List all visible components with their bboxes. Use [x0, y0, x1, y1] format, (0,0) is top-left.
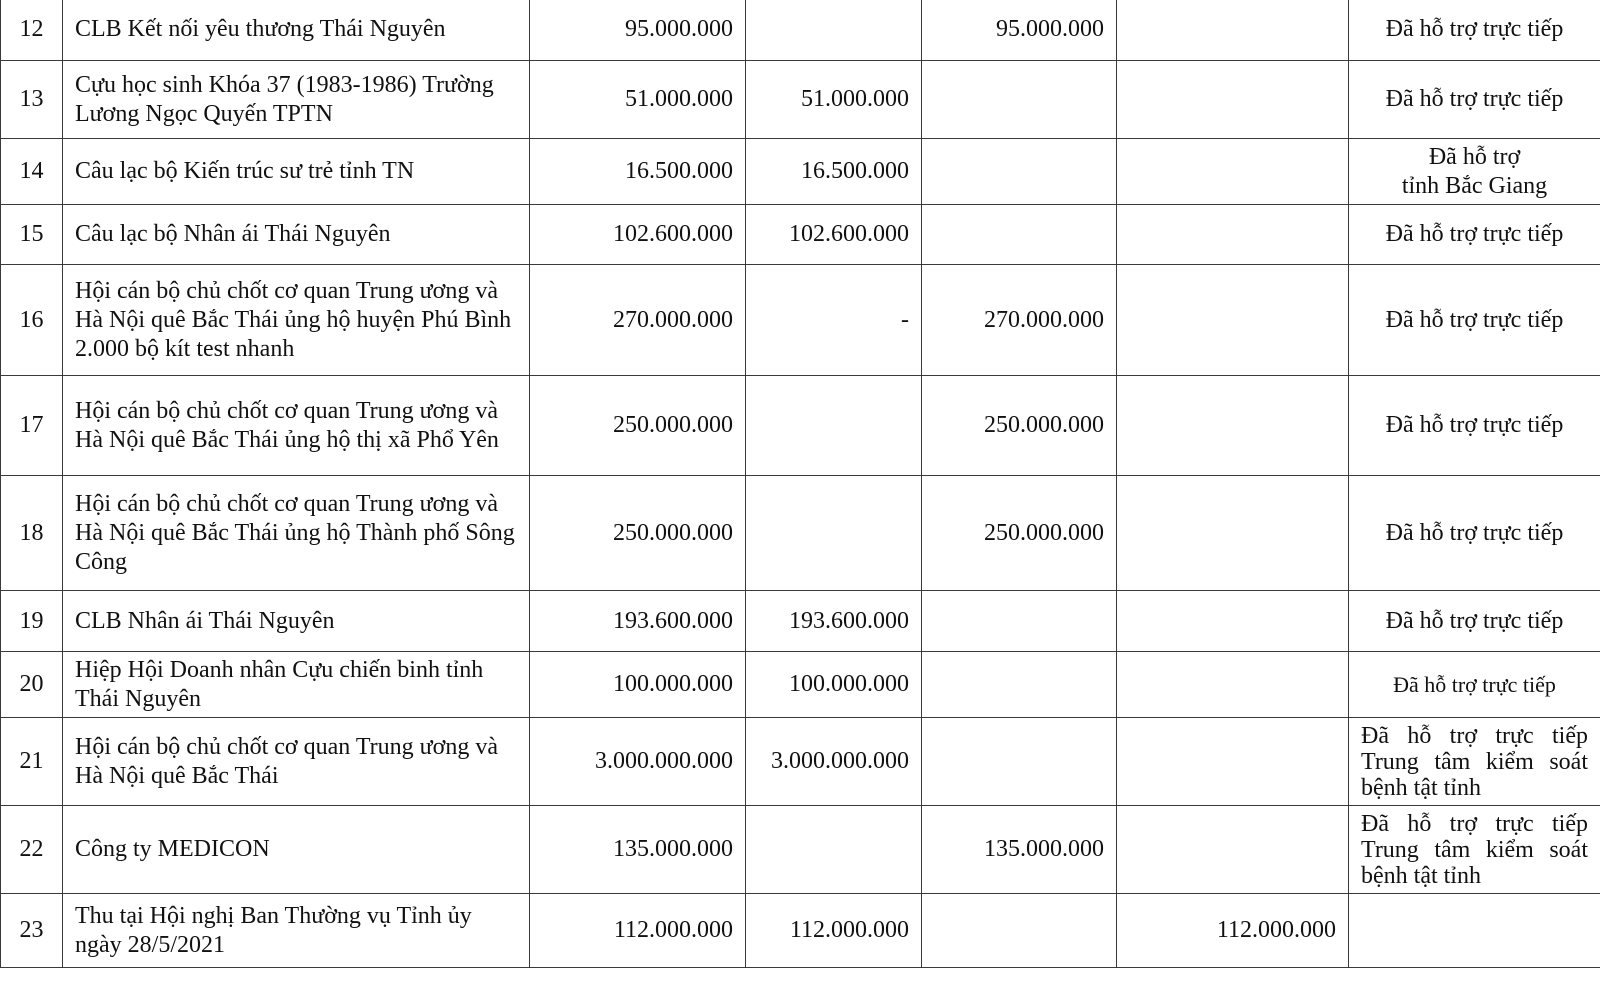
fund-amount [1117, 806, 1349, 894]
donor-name: Hội cán bộ chủ chốt cơ quan Trung ương và Hà Nội quê Bắc Thái [63, 718, 530, 806]
cash-amount: 102.600.000 [746, 205, 922, 265]
total-amount: 250.000.000 [530, 376, 746, 476]
note-main: Đã hỗ trợ trực tiếp Trung tâm kiểm soát [1361, 722, 1588, 775]
table-row [1, 718, 1600, 806]
note-line-2: tỉnh Bắc Giang [1401, 172, 1548, 199]
donor-name: CLB Kết nối yêu thương Thái Nguyên [63, 0, 530, 61]
row-number: 15 [1, 205, 63, 265]
fund-amount: 112.000.000 [1117, 894, 1349, 968]
total-amount: 95.000.000 [530, 0, 746, 61]
table-row [1, 139, 1600, 205]
cash-amount: - [746, 265, 922, 376]
table-row [1, 476, 1600, 591]
cash-amount [746, 806, 922, 894]
row-number: 13 [1, 61, 63, 139]
row-number: 18 [1, 476, 63, 591]
note-cell: Đã hỗ trợ trực tiếp [1349, 476, 1600, 591]
cash-amount [746, 476, 922, 591]
row-number: 16 [1, 265, 63, 376]
cash-amount: 112.000.000 [746, 894, 922, 968]
total-amount: 102.600.000 [530, 205, 746, 265]
fund-amount [1117, 0, 1349, 61]
note-cell [1349, 806, 1600, 894]
fund-amount [1117, 265, 1349, 376]
goods-amount [922, 652, 1117, 718]
total-amount: 112.000.000 [530, 894, 746, 968]
note-cell: Đã hỗ trợ trực tiếp [1349, 0, 1600, 61]
goods-amount [922, 61, 1117, 139]
donor-name: Hội cán bộ chủ chốt cơ quan Trung ương và Hà Nội quê Bắc Thái ủng hộ thị xã Phổ Yên [63, 376, 530, 476]
fund-amount [1117, 139, 1349, 205]
total-amount: 135.000.000 [530, 806, 746, 894]
row-number: 23 [1, 894, 63, 968]
total-amount: 193.600.000 [530, 591, 746, 652]
table-row [1, 61, 1600, 139]
donor-name: Câu lạc bộ Nhân ái Thái Nguyên [63, 205, 530, 265]
donor-name: Công ty MEDICON [63, 806, 530, 894]
fund-amount [1117, 718, 1349, 806]
note-main: Đã hỗ trợ trực tiếp Trung tâm kiểm soát [1361, 810, 1588, 863]
donor-name: CLB Nhân ái Thái Nguyên [63, 591, 530, 652]
goods-amount: 250.000.000 [922, 476, 1117, 591]
note-cell [1349, 894, 1600, 968]
fund-amount [1117, 376, 1349, 476]
table-row [1, 591, 1600, 652]
table-row [1, 806, 1600, 894]
total-amount: 3.000.000.000 [530, 718, 746, 806]
goods-amount: 135.000.000 [922, 806, 1117, 894]
total-amount: 51.000.000 [530, 61, 746, 139]
fund-amount [1117, 652, 1349, 718]
goods-amount: 270.000.000 [922, 265, 1117, 376]
goods-amount [922, 591, 1117, 652]
goods-amount [922, 718, 1117, 806]
goods-amount [922, 139, 1117, 205]
row-number: 21 [1, 718, 63, 806]
note-cell: Đã hỗ trợ trực tiếp [1349, 591, 1600, 652]
total-amount: 270.000.000 [530, 265, 746, 376]
table-row [1, 0, 1600, 61]
cash-amount [746, 376, 922, 476]
donor-name: Thu tại Hội nghị Ban Thường vụ Tỉnh ủy ngày 28/5/2021 [63, 894, 530, 968]
fund-amount [1117, 61, 1349, 139]
donor-name: Câu lạc bộ Kiến trúc sư trẻ tỉnh TN [63, 139, 530, 205]
table-row [1, 265, 1600, 376]
cash-amount: 3.000.000.000 [746, 718, 922, 806]
row-number: 19 [1, 591, 63, 652]
note-cell: Đã hỗ trợ trực tiếp [1349, 265, 1600, 376]
goods-amount [922, 205, 1117, 265]
total-amount: 100.000.000 [530, 652, 746, 718]
goods-amount: 250.000.000 [922, 376, 1117, 476]
note-cell: Đã hỗ trợ trực tiếp [1349, 61, 1600, 139]
total-amount: 16.500.000 [530, 139, 746, 205]
note-cell: Đã hỗ trợ trực tiếp [1349, 376, 1600, 476]
row-number: 14 [1, 139, 63, 205]
note-cell [1349, 139, 1600, 205]
note-cell: Đã hỗ trợ trực tiếp [1349, 205, 1600, 265]
table-row [1, 376, 1600, 476]
cash-amount [746, 0, 922, 61]
fund-amount [1117, 476, 1349, 591]
note-cell [1349, 718, 1600, 806]
cash-amount: 51.000.000 [746, 61, 922, 139]
row-number: 22 [1, 806, 63, 894]
cash-amount: 16.500.000 [746, 139, 922, 205]
table-row [1, 894, 1600, 968]
goods-amount: 95.000.000 [922, 0, 1117, 61]
fund-amount [1117, 205, 1349, 265]
goods-amount [922, 894, 1117, 968]
fund-amount [1117, 591, 1349, 652]
donor-name: Hội cán bộ chủ chốt cơ quan Trung ương và Hà Nội quê Bắc Thái ủng hộ huyện Phú Bình 2.000 bộ kít test nhanh [63, 265, 530, 376]
total-amount: 250.000.000 [530, 476, 746, 591]
note-last-line: bệnh tật tỉnh [1361, 862, 1481, 889]
donor-name: Hiệp Hội Doanh nhân Cựu chiến binh tỉnh Thái Nguyên [63, 652, 530, 718]
note-last-line: bệnh tật tỉnh [1361, 774, 1481, 801]
table-row [1, 205, 1600, 265]
table-row [1, 652, 1600, 718]
cash-amount: 193.600.000 [746, 591, 922, 652]
row-number: 17 [1, 376, 63, 476]
donor-name: Hội cán bộ chủ chốt cơ quan Trung ương và Hà Nội quê Bắc Thái ủng hộ Thành phố Sông Công [63, 476, 530, 591]
note-cell: Đã hỗ trợ trực tiếp [1349, 652, 1600, 718]
cash-amount: 100.000.000 [746, 652, 922, 718]
row-number: 12 [1, 0, 63, 61]
note-line-1: Đã hỗ trợ [1428, 143, 1521, 170]
donor-name: Cựu học sinh Khóa 37 (1983-1986) Trường Lương Ngọc Quyến TPTN [63, 61, 530, 139]
row-number: 20 [1, 652, 63, 718]
